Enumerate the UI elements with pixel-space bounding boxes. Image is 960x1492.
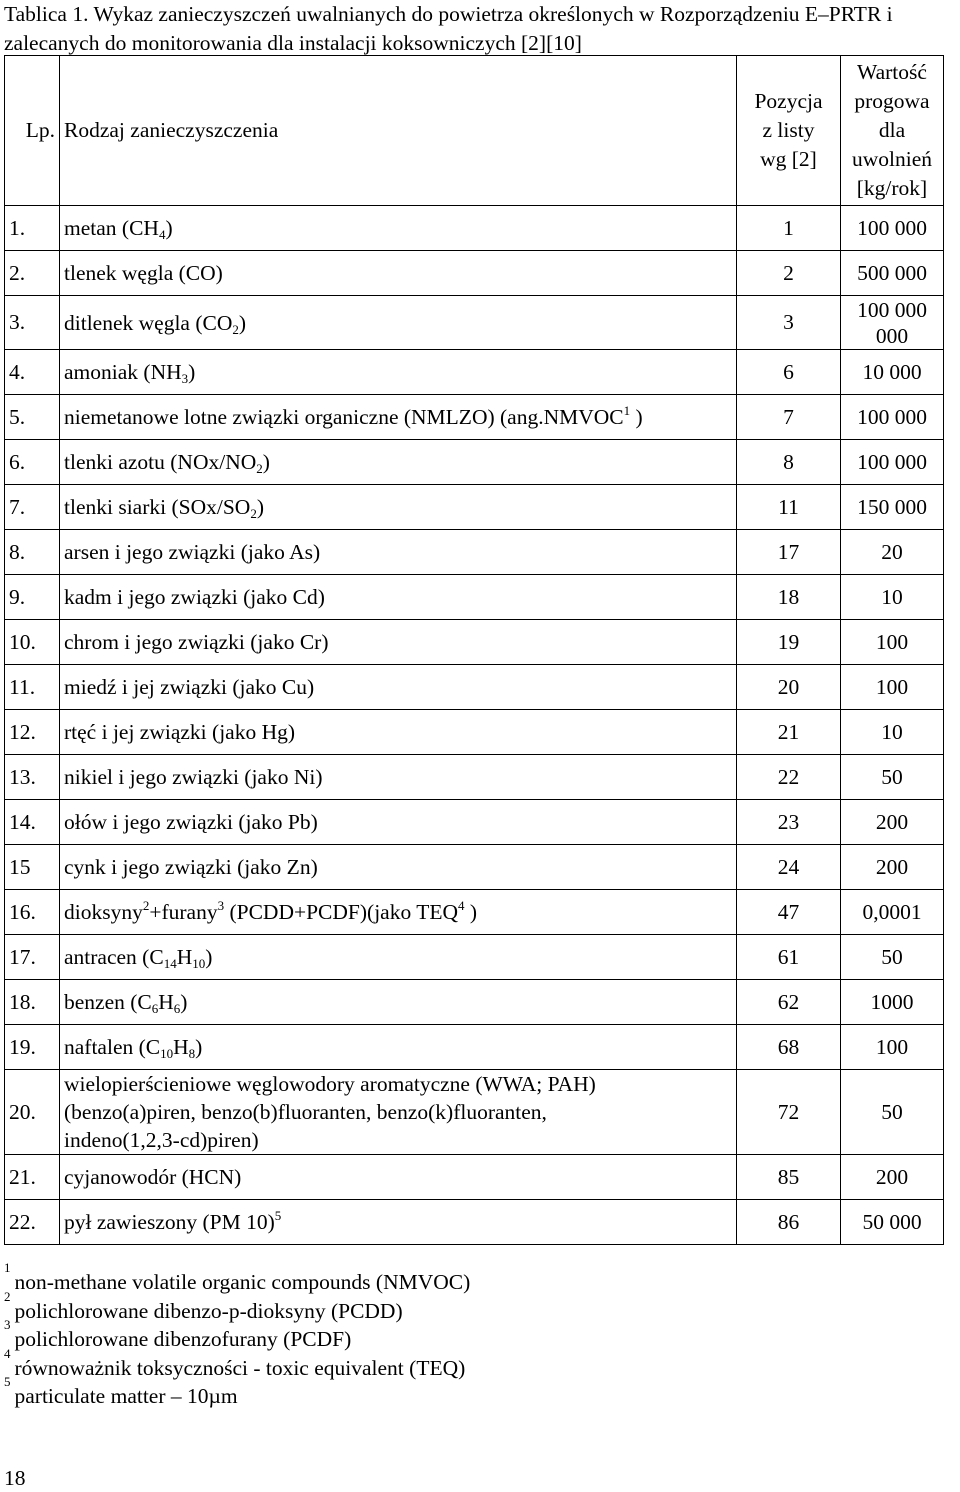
row-position: 47 <box>737 890 841 935</box>
header-val-line: [kg/rok] <box>856 176 928 200</box>
row-threshold: 200 <box>841 800 944 845</box>
row-pollutant: kadm i jego związki (jako Cd) <box>60 575 737 620</box>
row-lp: 3. <box>5 296 60 350</box>
header-pollutant-type: Rodzaj zanieczyszczenia <box>60 56 737 206</box>
row-pollutant: tlenek węgla (CO) <box>60 251 737 296</box>
row-pollutant: naftalen $(C_{10}H_8)$ <box>60 1025 737 1070</box>
row-position: 2 <box>737 251 841 296</box>
row-position: 11 <box>737 485 841 530</box>
row-position: 8 <box>737 440 841 485</box>
row-pollutant: niemetanowe lotne związki organiczne (NMLZO) (ang.NMVOC$^1$ ) <box>60 395 737 440</box>
row-threshold: 100 000 <box>841 206 944 251</box>
row-lp: 4. <box>5 350 60 395</box>
row-position: 23 <box>737 800 841 845</box>
row-pollutant: wielopierścieniowe węglowodory aromatyczne (WWA; PAH) (benzo(a)piren, benzo(b)fluoranten, benzo(k)fluoranten, indeno(1,2,3-cd)piren) <box>60 1070 737 1155</box>
row-lp: 22. <box>5 1200 60 1245</box>
row-position: 85 <box>737 1155 841 1200</box>
page-number: 18 <box>4 1466 26 1490</box>
row-threshold: 1000 <box>841 980 944 1025</box>
row-threshold: 100 <box>841 665 944 710</box>
table-row <box>5 575 944 620</box>
row-position: 68 <box>737 1025 841 1070</box>
table-row <box>5 350 944 395</box>
row-lp: 9. <box>5 575 60 620</box>
row-position: 18 <box>737 575 841 620</box>
row-pollutant: chrom i jego związki (jako Cr) <box>60 620 737 665</box>
row-position: 1 <box>737 206 841 251</box>
table-row <box>5 665 944 710</box>
header-pos-line: z listy <box>762 118 815 142</box>
table-row <box>5 1070 944 1155</box>
table-row <box>5 1200 944 1245</box>
row-position: 72 <box>737 1070 841 1155</box>
row-threshold: 100 <box>841 1025 944 1070</box>
row-lp: 20. <box>5 1070 60 1155</box>
row-pollutant: arsen i jego związki (jako As) <box>60 530 737 575</box>
row-threshold: 150 000 <box>841 485 944 530</box>
row-pollutant: pył zawieszony (PM 10)$^5$ <box>60 1200 737 1245</box>
row-threshold: 50 000 <box>841 1200 944 1245</box>
header-list-position <box>737 56 841 206</box>
row-position: 17 <box>737 530 841 575</box>
table-row <box>5 395 944 440</box>
row-position: 21 <box>737 710 841 755</box>
row-pollutant: nikiel i jego związki (jako Ni) <box>60 755 737 800</box>
row-lp: 8. <box>5 530 60 575</box>
row-pollutant: ołów i jego związki (jako Pb) <box>60 800 737 845</box>
row-pollutant: ditlenek węgla $(CO_2)$ <box>60 296 737 350</box>
header-pos-line: Pozycja <box>754 89 823 113</box>
row-lp: 10. <box>5 620 60 665</box>
footnote: 5 particulate matter – 10µm <box>4 1374 238 1408</box>
row-position: 24 <box>737 845 841 890</box>
row-threshold: 50 <box>841 1070 944 1155</box>
row-lp: 13. <box>5 755 60 800</box>
row-position: 6 <box>737 350 841 395</box>
row-threshold: 100 000 <box>841 440 944 485</box>
header-threshold-value <box>841 56 944 206</box>
table-row <box>5 890 944 935</box>
row-threshold: 200 <box>841 845 944 890</box>
row-lp: 1. <box>5 206 60 251</box>
table-row <box>5 845 944 890</box>
row-pollutant: tlenki siarki $(SOx/SO_2)$ <box>60 485 737 530</box>
table-row <box>5 620 944 665</box>
row-pollutant: dioksyny$^2$+furany$^3$ (PCDD+PCDF)(jako TEQ$^4$ ) <box>60 890 737 935</box>
row-lp: 16. <box>5 890 60 935</box>
row-threshold: 500 000 <box>841 251 944 296</box>
row-threshold: 10 000 <box>841 350 944 395</box>
row-threshold: 200 <box>841 1155 944 1200</box>
row-pollutant: metan $(CH_4)$ <box>60 206 737 251</box>
row-lp: 15 <box>5 845 60 890</box>
table-row <box>5 755 944 800</box>
table-row <box>5 935 944 980</box>
table-row <box>5 485 944 530</box>
table-caption: Tablica 1. Wykaz zanieczyszczeń uwalnianych do powietrza określonych w Rozporządzeniu E–PRTR i zalecanych do monitorowania dla instalacji koksowniczych [2][10] <box>4 2 893 55</box>
table-row <box>5 206 944 251</box>
footnote: 1 non-methane volatile organic compounds (NMVOC) <box>4 1260 471 1294</box>
row-pollutant: miedź i jej związki (jako Cu) <box>60 665 737 710</box>
row-pollutant: amoniak $(NH_3)$ <box>60 350 737 395</box>
row-lp: 12. <box>5 710 60 755</box>
row-lp: 21. <box>5 1155 60 1200</box>
row-pollutant: tlenki azotu $(NOx/NO_2)$ <box>60 440 737 485</box>
row-pollutant: antracen $(C_{14}H_{10})$ <box>60 935 737 980</box>
row-position: 62 <box>737 980 841 1025</box>
row-position: 3 <box>737 296 841 350</box>
row-lp: 6. <box>5 440 60 485</box>
row-position: 19 <box>737 620 841 665</box>
table-row <box>5 800 944 845</box>
row-threshold: 50 <box>841 935 944 980</box>
row-threshold: 100 000 <box>841 395 944 440</box>
row-pollutant: cynk i jego związki (jako Zn) <box>60 845 737 890</box>
table-header-row <box>5 56 944 206</box>
table-row <box>5 1025 944 1070</box>
footnote: 3 polichlorowane dibenzofurany (PCDF) <box>4 1317 352 1351</box>
row-threshold: 10 <box>841 575 944 620</box>
row-threshold: 10 <box>841 710 944 755</box>
row-lp: 2. <box>5 251 60 296</box>
row-pollutant: rtęć i jej związki (jako Hg) <box>60 710 737 755</box>
row-lp: 17. <box>5 935 60 980</box>
footnotes <box>4 1260 471 1411</box>
row-lp: 18. <box>5 980 60 1025</box>
row-position: 86 <box>737 1200 841 1245</box>
pollutants-table <box>4 55 944 1245</box>
row-threshold: 100 <box>841 620 944 665</box>
row-pollutant: benzen $(C_6H_6)$ <box>60 980 737 1025</box>
row-position: 22 <box>737 755 841 800</box>
row-threshold: 100 000 000 <box>841 296 944 350</box>
row-pollutant: cyjanowodór (HCN) <box>60 1155 737 1200</box>
row-threshold: 0,0001 <box>841 890 944 935</box>
table-row <box>5 980 944 1025</box>
header-pos-line: wg [2] <box>760 147 817 171</box>
header-val-line: dla <box>878 118 906 142</box>
header-val-line: Wartość <box>857 60 927 84</box>
header-val-line: progowa <box>854 89 930 113</box>
table-row <box>5 1155 944 1200</box>
footnote: 4 równoważnik toksyczności - toxic equivalent (TEQ) <box>4 1345 466 1380</box>
row-lp: 7. <box>5 485 60 530</box>
row-lp: 11. <box>5 665 60 710</box>
row-lp: 19. <box>5 1025 60 1070</box>
row-position: 7 <box>737 395 841 440</box>
row-position: 20 <box>737 665 841 710</box>
table-row <box>5 710 944 755</box>
footnote: 2 polichlorowane dibenzo-p-dioksyny (PCDD) <box>4 1288 403 1323</box>
row-lp: 5. <box>5 395 60 440</box>
row-threshold: 50 <box>841 755 944 800</box>
table-row <box>5 530 944 575</box>
table-row <box>5 251 944 296</box>
header-val-line: uwolnień <box>851 147 933 171</box>
row-threshold: 20 <box>841 530 944 575</box>
table-row <box>5 296 944 350</box>
header-lp: Lp. <box>5 56 60 206</box>
table-row <box>5 440 944 485</box>
row-lp: 14. <box>5 800 60 845</box>
row-position: 61 <box>737 935 841 980</box>
